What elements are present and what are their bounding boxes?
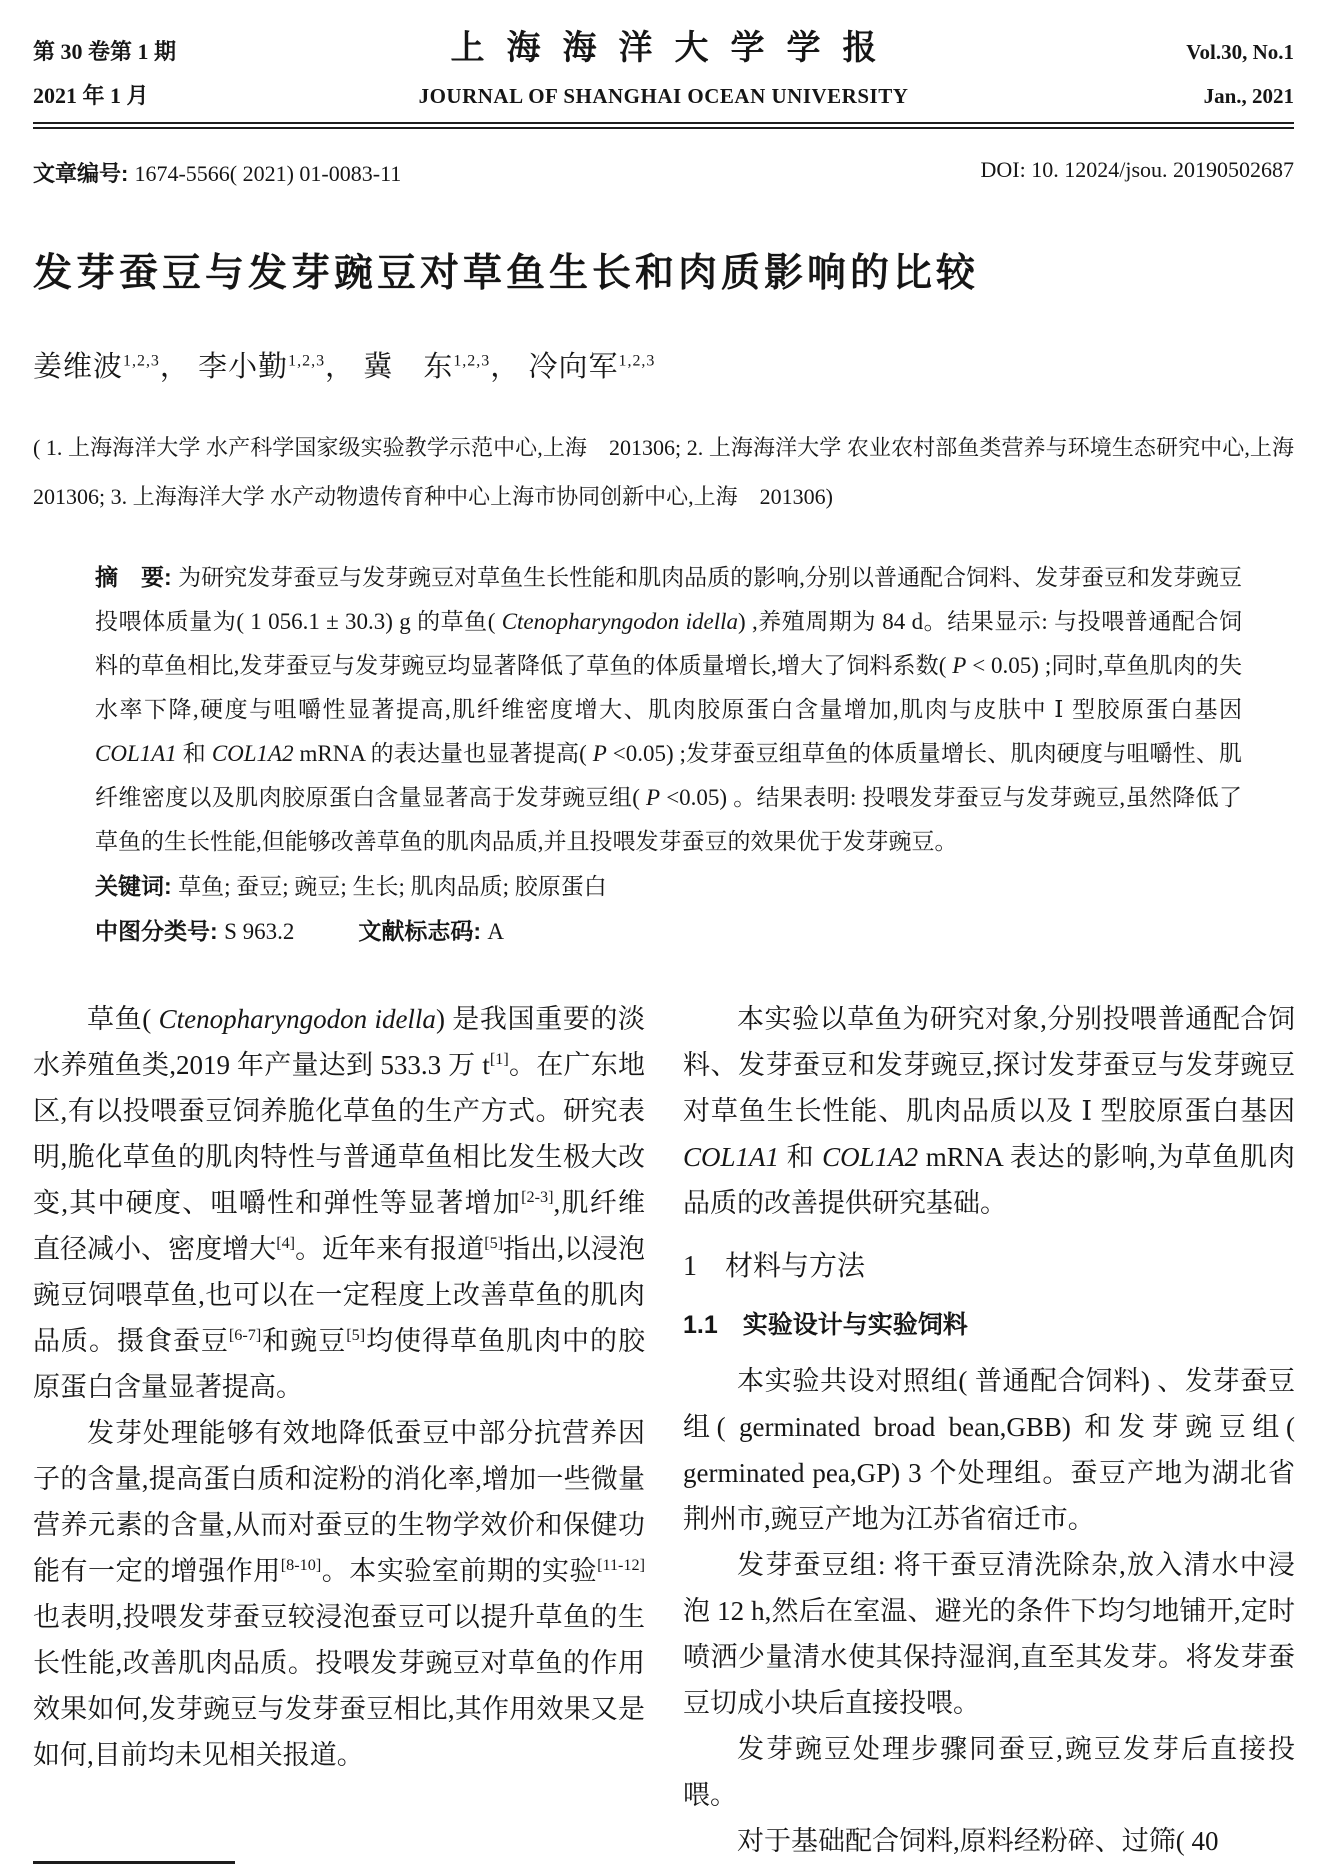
volume-info-en: Vol.30, No.1 <box>1186 40 1294 64</box>
issue-date-cn: 2021 年 1 月 <box>33 83 149 108</box>
abstract-paragraph <box>95 555 1242 864</box>
keywords-text: 草鱼; 蚕豆; 豌豆; 生长; 肌肉品质; 胶原蛋白 <box>178 874 607 899</box>
intro-paragraph-2: 发芽处理能够有效地降低蚕豆中部分抗营养因子的含量,提高蛋白质和淀粉的消化率,增加一些微量营养元素的含量,从而对蚕豆的生物学效价和保健功能有一定的增强作用[8-10]。本实验室前期的实验[11-12]也表明,投喂发芽蚕豆较浸泡蚕豆可以提升草鱼的生长性能,改善肌肉品质。投喂发芽豌豆对草鱼的作用效果如何,发芽豌豆与发芽蚕豆相比,其作用效果又是如何,目前均未见相关报道。 <box>33 1418 646 1770</box>
section-heading-1: 1 材料与方法 <box>683 1251 866 1282</box>
methods-paragraph-1: 本实验共设对照组( 普通配合饲料) 、发芽蚕豆组( germinated broad bean,GBB) 和发芽豌豆组( germinated pea,GP) 3 个处理组。蚕豆产地为湖北省荆州市,豌豆产地为江苏省宿迁市。 <box>683 1366 1295 1534</box>
footnote-rule <box>33 1861 235 1864</box>
affiliations: ( 1. 上海海洋大学 水产科学国家级实验教学示范中心,上海 201306; 2. 上海海洋大学 农业农村部鱼类营养与环境生态研究中心,上海 201306; 3. 上海海洋大学 水产动物遗传育种中心上海市协同创新中心,上海 201306) <box>33 435 1317 509</box>
methods-paragraph-2: 发芽蚕豆组: 将干蚕豆清洗除杂,放入清水中浸泡 12 h,然后在室温、避光的条件下均匀地铺开,定时喷洒少量清水使其保持湿润,直至其发芽。将发芽蚕豆切成小块后直接投喂。 <box>683 1550 1295 1718</box>
article-id-value: 1674-5566( 2021) 01-0083-11 <box>134 161 402 186</box>
article-doi: DOI: 10. 12024/jsou. 20190502687 <box>980 157 1294 182</box>
article-id-label: 文章编号: <box>33 161 135 186</box>
doc-code-label: 文献标志码: <box>358 918 488 944</box>
intro-paragraph-1: 草鱼( Ctenopharyngodon idella) 是我国重要的淡水养殖鱼类,2019 年产量达到 533.3 万 t[1]。在广东地区,有以投喂蚕豆饲养脆化草鱼的生产方式。研究表明,脆化草鱼的肌肉特性与普通草鱼相比发生极大改变,其中硬度、咀嚼性和弹性等显著增加[2-3],肌纤维直径减小、密度增大[4]。近年来有报道[5]指出,以浸泡豌豆饲喂草鱼,也可以在一定程度上改善草鱼的肌肉品质。摄食蚕豆[6-7]和豌豆[5]均使得草鱼肌肉中的胶原蛋白含量显著提高。 <box>33 1004 646 1402</box>
header-row-1 <box>33 0 1294 69</box>
journal-title-en: JOURNAL OF SHANGHAI OCEAN UNIVERSITY <box>418 84 909 108</box>
right-column <box>683 996 1295 1864</box>
body-columns <box>33 996 1294 1864</box>
article-title: 发芽蚕豆与发芽豌豆对草鱼生长和肉质影响的比较 <box>33 252 980 295</box>
issue-number-cn: 第 30 卷第 1 期 <box>33 39 177 64</box>
clc-label: 中图分类号: <box>95 918 225 944</box>
issue-date-en: Jan., 2021 <box>1203 84 1294 108</box>
methods-paragraph-3: 发芽豌豆处理步骤同蚕豆,豌豆发芽后直接投喂。 <box>683 1734 1295 1810</box>
article-id <box>33 157 401 188</box>
header-row-2 <box>33 79 1294 110</box>
article-meta-row <box>33 157 1294 188</box>
journal-header <box>33 0 1294 129</box>
journal-title-cn: 上海海洋大学学报 <box>450 30 899 67</box>
abstract-block <box>33 555 1294 954</box>
doc-code-value: A <box>487 919 505 944</box>
authors-line: 姜维波$^{1,2,3}$， 李小勤$^{1,2,3}$， 冀 东$^{1,2,3}$， 冷向军$^{1,2,3}$ <box>33 351 656 383</box>
keywords-line <box>95 864 1242 909</box>
clc-value: S 963.2 <box>224 919 295 944</box>
left-column <box>33 996 645 1864</box>
abstract-label: 摘 要: <box>95 564 179 590</box>
methods-paragraph-4: 对于基础配合饲料,原料经粉碎、过筛( 40 <box>737 1826 1219 1856</box>
section-heading-1-1: 1.1 实验设计与实验饲料 <box>683 1311 968 1339</box>
classification-line <box>95 909 1242 954</box>
keywords-label: 关键词: <box>95 873 179 899</box>
abstract-text: 为研究发芽蚕豆与发芽豌豆对草鱼生长性能和肌肉品质的影响,分别以普通配合饲料、发芽蚕豆和发芽豌豆投喂体质量为( 1 056.1 ± 30.3) g 的草鱼( Ctenopharyngodon idella) ,养殖周期为 84 d。结果显示: 与投喂普通配合饲料的草鱼相比,发芽蚕豆与发芽豌豆均显著降低了草鱼的体质量增长,增大了饲料系数( P < 0.05) ;同时,草鱼肌肉的失水率下降,硬度与咀嚼性显著提高,肌纤维密度增大、肌肉胶原蛋白含量增加,肌肉与皮肤中 Ⅰ 型胶原蛋白基因 COL1A1 和 COL1A2 mRNA 的表达量也显著提高( P <0.05) ;发芽蚕豆组草鱼的体质量增长、肌肉硬度与咀嚼性、肌纤维密度以及肌肉胶原蛋白含量显著高于发芽豌豆组( P <0.05) 。结果表明: 投喂发芽蚕豆与发芽豌豆,虽然降低了草鱼的生长性能,但能够改善草鱼的肌肉品质,并且投喂发芽蚕豆的效果优于发芽豌豆。 <box>95 565 1243 854</box>
header-divider-rule <box>33 122 1294 129</box>
intro-paragraph-3: 本实验以草鱼为研究对象,分别投喂普通配合饲料、发芽蚕豆和发芽豌豆,探讨发芽蚕豆与发芽豌豆对草鱼生长性能、肌肉品质以及 Ⅰ 型胶原蛋白基因 COL1A1 和 COL1A2 mRNA 表达的影响,为草鱼肌肉品质的改善提供研究基础。 <box>683 1004 1295 1218</box>
